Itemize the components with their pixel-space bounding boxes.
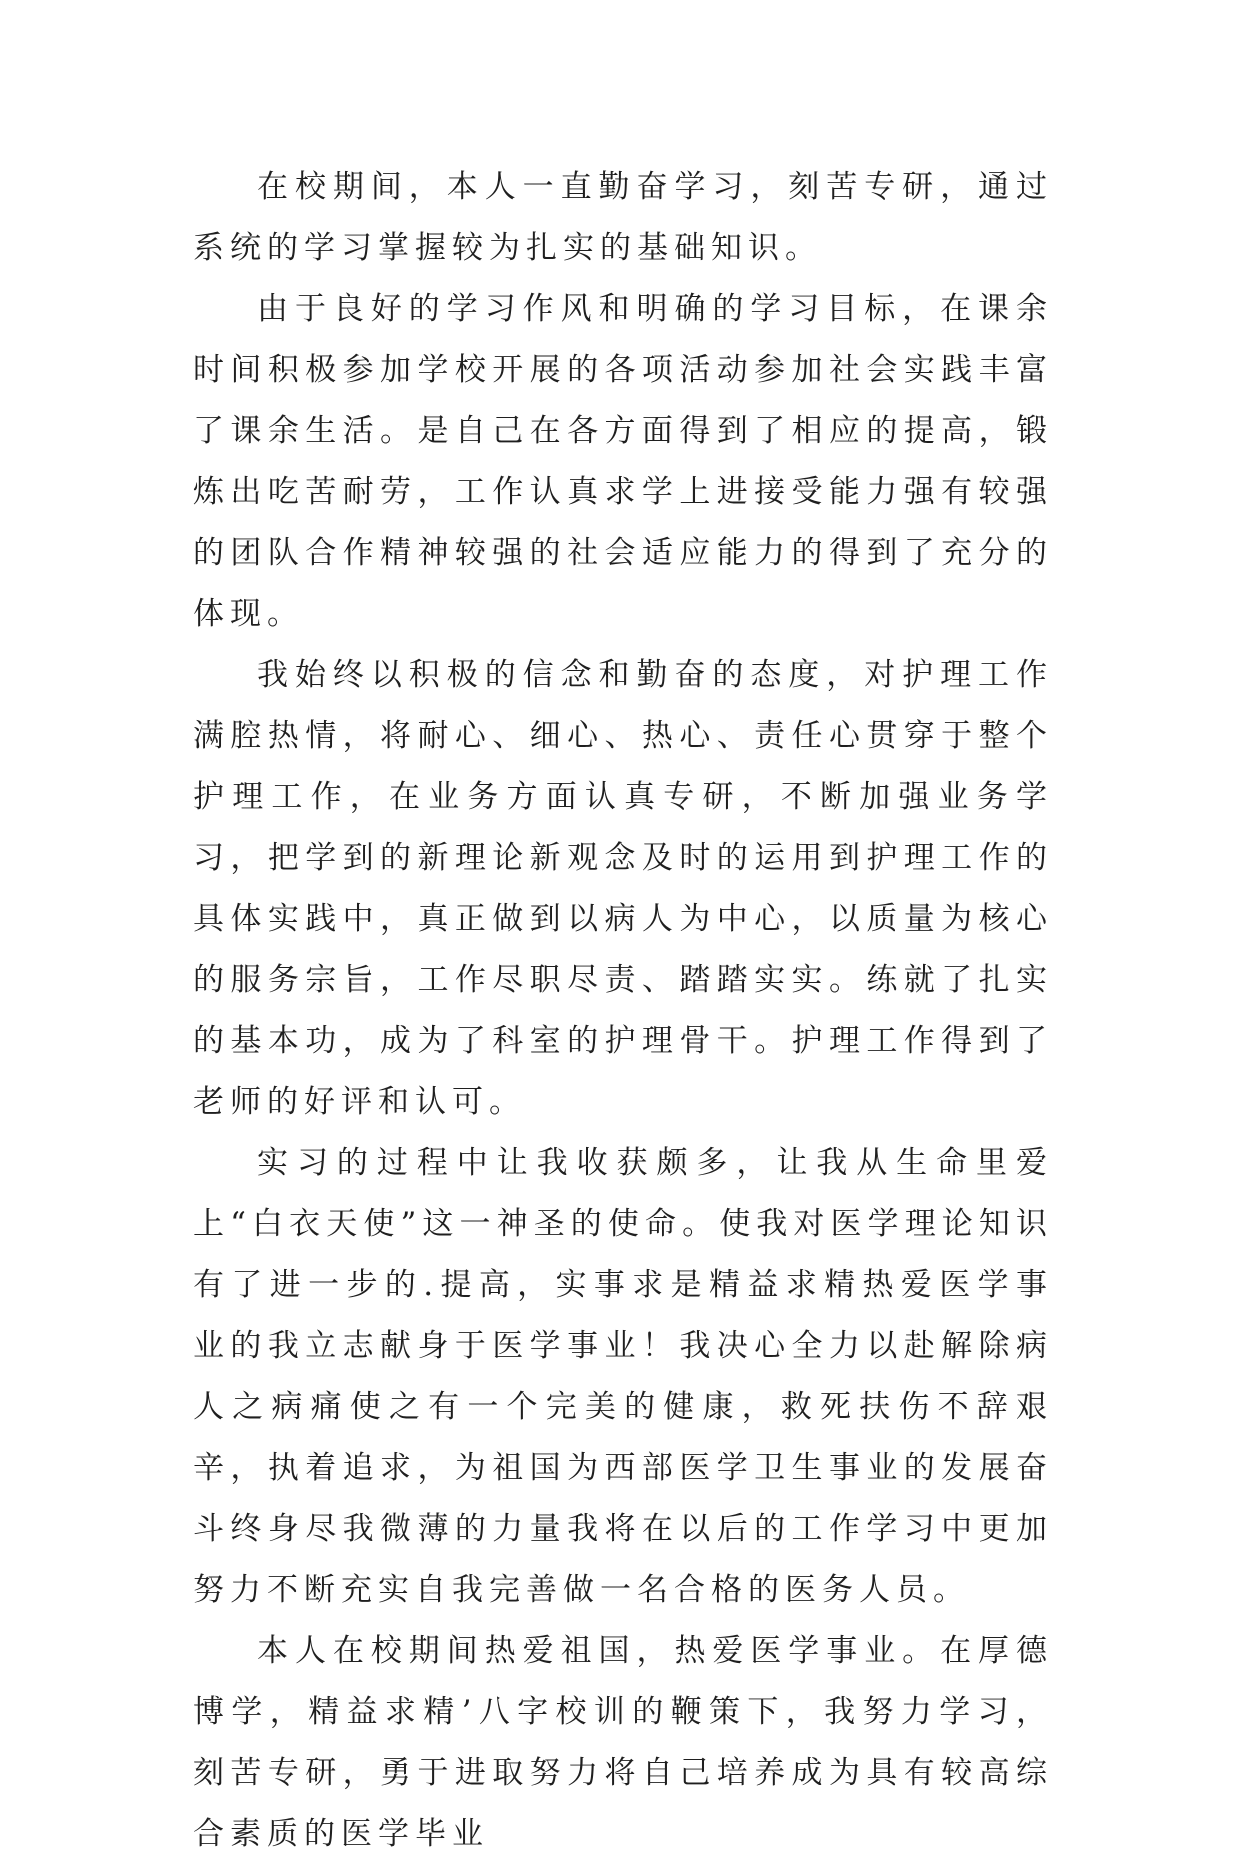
paragraph-nursing-work: 我始终以积极的信念和勤奋的态度，对护理工作满腔热情，将耐心、细心、热心、责任心贯穿于整个护理工作，在业务方面认真专研，不断加强业务学习，把学到的新理论新观念及时的运用到护理工作的具体实践中，真正做到以病人为中心，以质量为核心的服务宗旨，工作尽职尽责、踏踏实实。练就了扎实的基本功，成为了科室的护理骨干。护理工作得到了老师的好评和认可。: [193, 657, 1053, 1120]
paragraph-school-motto: 本人在校期间热爱祖国，热爱医学事业。在厚德博学，精益求精’八字校训的鞭策下，我努力学习，刻苦专研，勇于进取努力将自己培养成为具有较高综合素质的医学毕业: [193, 1633, 1053, 1852]
paragraph-internship: 实习的过程中让我收获颇多，让我从生命里爱上“白衣天使”这一神圣的使命。使我对医学理论知识有了进一步的.提高，实事求是精益求精热爱医学事业的我立志献身于医学事业！我决心全力以赴解除病人之病痛使之有一个完美的健康，救死扶伤不辞艰辛，执着追求，为祖国为西部医学卫生事业的发展奋斗终身尽我微薄的力量我将在以后的工作学习中更加努力不断充实自我完善做一名合格的医务人员。: [193, 1145, 1053, 1608]
paragraph-study: 在校期间，本人一直勤奋学习，刻苦专研，通过系统的学习掌握较为扎实的基础知识。: [193, 169, 1053, 266]
document-body: [193, 157, 1053, 1865]
paragraph-activities: 由于良好的学习作风和明确的学习目标，在课余时间积极参加学校开展的各项活动参加社会实践丰富了课余生活。是自己在各方面得到了相应的提高，锻炼出吃苦耐劳，工作认真求学上进接受能力强有较强的团队合作精神较强的社会适应能力的得到了充分的体现。: [193, 291, 1053, 632]
